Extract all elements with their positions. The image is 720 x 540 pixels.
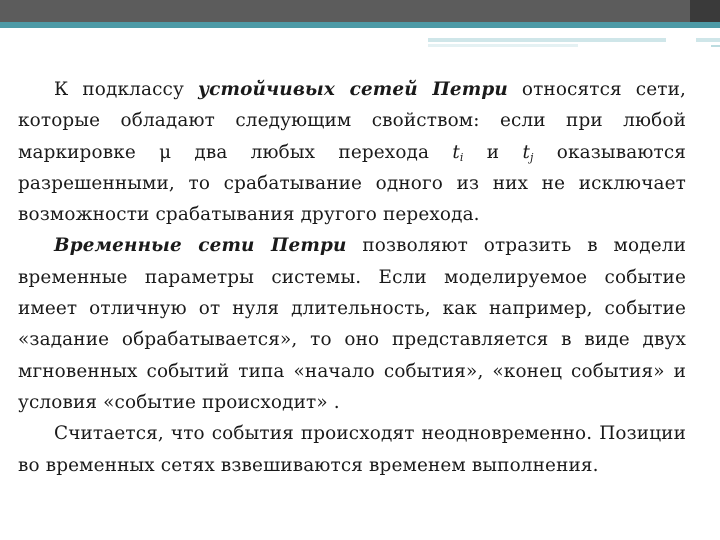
paragraph-non-simultaneous bbox=[18, 418, 686, 481]
header-accent-stripe bbox=[0, 22, 720, 28]
decorative-line bbox=[428, 44, 578, 47]
header-corner-block bbox=[690, 0, 720, 22]
decorative-line bbox=[711, 45, 720, 47]
transition-variable: t bbox=[522, 141, 530, 163]
slide-header-bar bbox=[0, 0, 720, 22]
term-stable-petri-nets: устойчивых сетей Петри bbox=[197, 79, 508, 100]
decorative-line bbox=[696, 38, 720, 42]
transition-subscript: i bbox=[459, 150, 464, 164]
transition-variable: t bbox=[452, 141, 460, 163]
decorative-line bbox=[428, 38, 666, 42]
paragraph-text: и bbox=[486, 141, 500, 163]
paragraph-stable-petri-nets bbox=[18, 74, 686, 230]
paragraph-text: оказываются разрешенными, то срабатывание одного из них не исключает возможности срабатывания другого перехода. bbox=[18, 141, 687, 226]
slide-body bbox=[18, 74, 686, 481]
term-timed-petri-nets: Временные сети Петри bbox=[54, 235, 347, 257]
paragraph-timed-petri-nets bbox=[18, 230, 686, 418]
paragraph-text: относятся сети, которые обладают следующим свойством: если при любой маркировке μ два любых перехода bbox=[18, 79, 686, 163]
transition-subscript: j bbox=[529, 150, 534, 164]
paragraph-text: позволяют отразить в модели временные параметры системы. Если моделируемое событие имеет отличную от нуля длительность, как например, событие «задание обрабатывается», то оно представляется в виде двух мгновенных событий типа «начало события», «конец события» и условия «событие происходит» . bbox=[18, 235, 686, 413]
paragraph-text: Считается, что события происходят неодновременно. Позиции во временных сетях взвешиваются временем выполнения. bbox=[18, 423, 686, 476]
paragraph-text: К подклассу bbox=[54, 79, 184, 100]
